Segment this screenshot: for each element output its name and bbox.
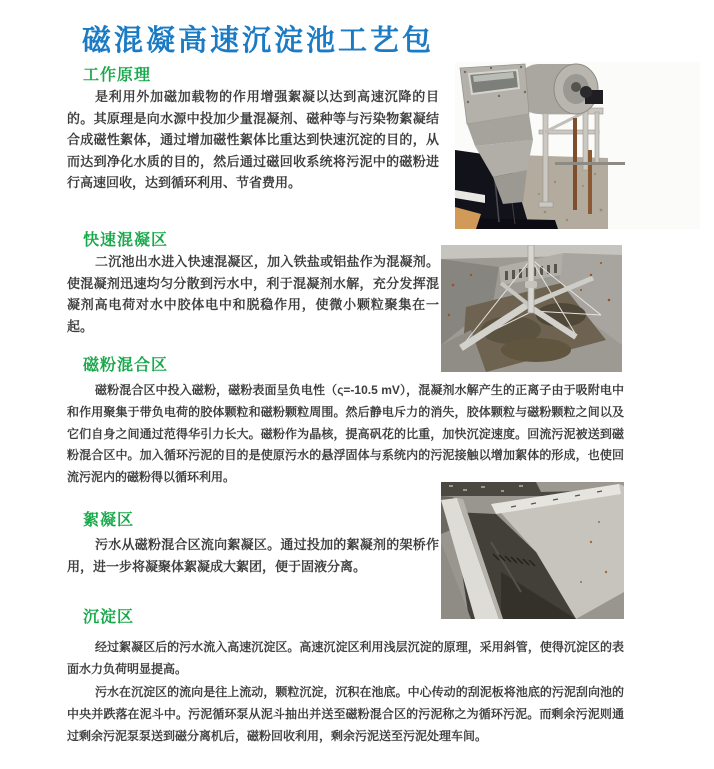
paragraph-sedimentation-zone-2: 污水在沉淀区的流向是往上流动，颗粒沉淀，沉积在池底。中心传动的刮泥板将池底的污泥刮向池的中央并跌落在泥斗中。污泥循环泵从泥斗抽出并送至磁粉混合区的污泥称之为循环污泥。而剩余污泥则通过剩余污泥泵泵送到磁分离机后，磁粉回收利用，剩余污泥送至污泥处理车间。 bbox=[67, 685, 624, 743]
section-heading-working-principle: 工作原理 bbox=[83, 67, 152, 84]
paragraph-magnetic-powder-mixing-zone: 磁粉混合区中投入磁粉，磁粉表面呈负电性（ς=-10.5 mV），混凝剂水解产生的正离子由于吸附电中和作用聚集于带负电荷的胶体颗粒和磁粉颗粒周围。然后静电斥力的消失，胶体颗粒与磁粉颗粒之间以及它们自身之间通过范得华引力长大。磁粉作为晶核，提高矾花的比重，加快沉淀速度。回流污泥被送到磁粉混合区中。加入循环污泥的目的是使原污水的悬浮固体与系统内的污泥接触以增加絮体的形成，也使回流污泥内的磁粉得以循环利用。 bbox=[67, 383, 624, 485]
page-title: 磁混凝高速沉淀池工艺包 bbox=[82, 25, 435, 57]
mixer-agitator-tank-photo bbox=[441, 245, 622, 372]
paragraph-sedimentation-zone-1: 经过絮凝区后的污水流入高速沉淀区。高速沉淀区利用浅层沉淀的原理，采用斜管，使得沉淀区的表面水力负荷明显提高。 bbox=[67, 640, 624, 676]
magnetic-separator-illustration bbox=[455, 62, 700, 229]
paragraph-flocculation-zone: 污水从磁粉混合区流向絮凝区。通过投加的絮凝剂的架桥作用，进一步将凝聚体絮凝成大絮团，便于固液分离。 bbox=[67, 537, 439, 574]
sedimentation-channel-illustration bbox=[441, 482, 624, 619]
section-heading-rapid-coagulation-zone: 快速混凝区 bbox=[83, 232, 169, 249]
paragraph-rapid-coagulation-zone: 二沉池出水进入快速混凝区，加入铁盐或铝盐作为混凝剂。使混凝剂迅速均匀分散到污水中，利于混凝剂水解，充分发挥混凝剂高电荷对水中胶体电中和脱稳作用，使微小颗粒聚集在一起。 bbox=[67, 254, 439, 334]
paragraph-working-principle: 是利用外加磁加载物的作用增强絮凝以达到高速沉降的目的。其原理是向水源中投加少量混凝剂、磁种等与污染物絮凝结合成磁性絮体，通过增加磁性絮体比重达到快速沉淀的目的，从而达到净化水质的目的，然后通过磁回收系统将污泥中的磁粉进行高速回收，达到循环利用、节省费用。 bbox=[67, 89, 439, 190]
section-heading-magnetic-powder-mixing-zone: 磁粉混合区 bbox=[83, 357, 169, 374]
section-heading-sedimentation-zone: 沉淀区 bbox=[83, 609, 135, 626]
section-heading-flocculation-zone: 絮凝区 bbox=[83, 512, 135, 529]
sedimentation-channel-photo bbox=[441, 482, 624, 619]
magnetic-separator-photo bbox=[455, 62, 700, 229]
mixer-tank-illustration bbox=[441, 245, 622, 372]
